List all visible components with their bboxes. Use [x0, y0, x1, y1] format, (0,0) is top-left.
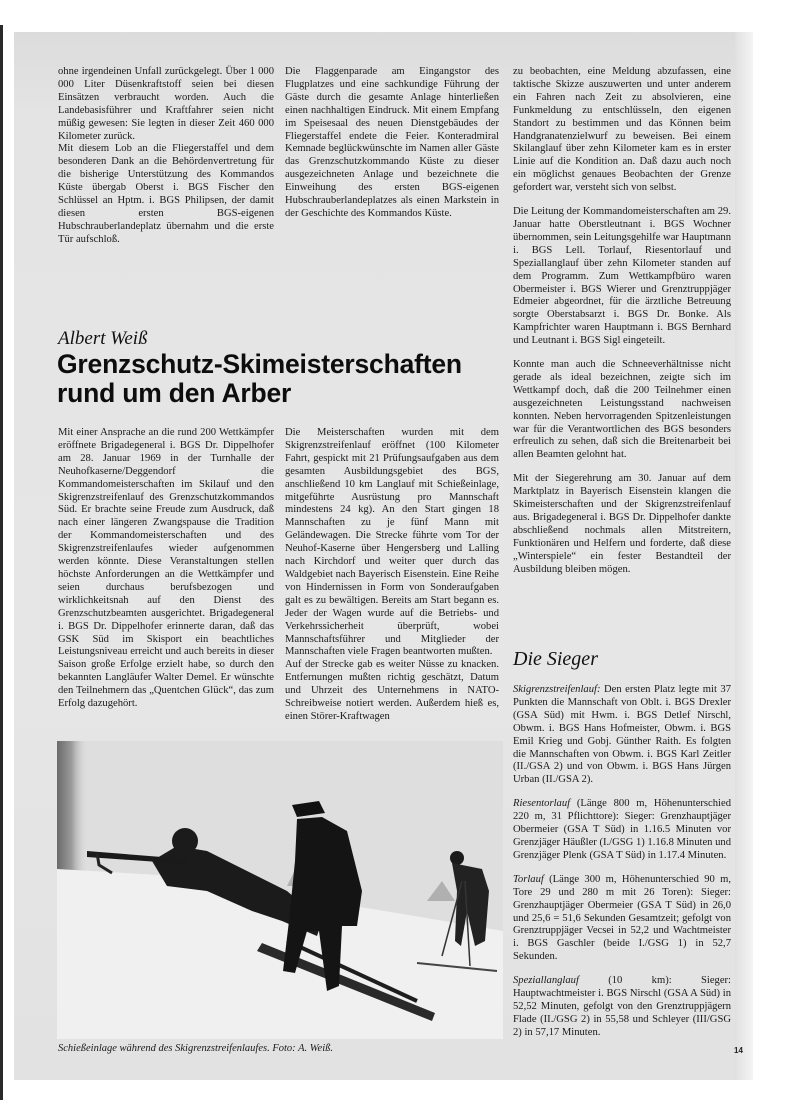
paragraph: zu beobachten, eine Meldung abzufassen, eine taktische Skizze auszuwerten und unter anderem ein Fahren nach Zeit zu absolvieren, eine Funkmeldung zu entschlüsseln, den eigenen Standort zu bestimmen und das Können beim Handgranatenzielwurf zu beweisen. Bei einem Skilanglauf über zehn Kilometer kam es in erster Linie auf die Kondition an. Daß dazu auch noch ein möglichst genaues Beobachten der Grenze gefordert war, versteht sich von selbst.: [513, 66, 731, 194]
paragraph: Mit der Siegerehrung am 30. Januar auf dem Marktplatz in Bayerisch Eisenstein klangen die Skimeisterschaften und der Skigrenzstreifenlauf aus. Brigadegeneral i. BGS Dr. Dippelhofer dankte abschließend nochmals allen Mitstreitern, Funktionären und Helfern und forderte, daß diese „Winterspiele“ ein fester Bestandteil der Ausbildung bleiben mögen.: [513, 473, 731, 575]
paragraph: Auf der Strecke gab es weiter Nüsse zu knacken. Entfernungen mußten richtig geschätzt, Datum und Uhrzeit des Unternehmens in NATO-Schreibweise notiert werden. Außerdem hieß es, einen Störer-Kraftwagen: [285, 659, 499, 722]
winner-entry: [513, 975, 731, 1040]
winner-entry: [513, 874, 731, 964]
winner-entry: [513, 798, 731, 863]
photo-caption: Schießeinlage während des Skigrenzstreifenlaufes. Foto: A. Weiß.: [58, 1043, 333, 1054]
article-column-2: [285, 427, 499, 724]
discipline-name: Torlauf: [513, 873, 544, 885]
headline-line-2: rund um den Arber: [57, 378, 292, 408]
page-number: 14: [734, 1046, 743, 1055]
discipline-name: Skigrenzstreifenlauf:: [513, 684, 601, 695]
article-photo: [57, 741, 503, 1039]
paragraph: Konnte man auch die Schneeverhältnisse nicht gerade als ideal bezeichnen, zeigte sich im Wettkampf doch, daß die 200 Teilnehmer einen ausgezeichneten Leistungsstand nachweisen konnten. Neben hervorragenden Spitzenleistungen war für die Verantwortlichen des BGS besonders erfreulich zu sehen, daß sich die Breitenarbeit bei allen Beamten gelohnt hat.: [513, 359, 731, 461]
discipline-name: Speziallanglauf: [513, 975, 579, 987]
article-column-1: [58, 427, 274, 711]
winners-title: Die Sieger: [513, 648, 598, 670]
paragraph: Mit diesem Lob an die Fliegerstaffel und dem besonderen Dank an die Behördenvertretung für die bisherige Unterstützung des Kommandos Küste übergab Oberst i. BGS Fischer den Schlüssel an Hptm. i. BGS Philipsen, der damit diesen ersten BGS-eigenen Hubschrauberlandeplatz übernahm und die erste Tür aufschloß.: [58, 143, 274, 245]
paragraph: Mit einer Ansprache an die rund 200 Wettkämpfer eröffnete Brigadegeneral i. BGS Dr. Dippelhofer am 28. Januar 1969 in der Turnhalle der Neuhofkaserne/Deggendorf die Kommandomeisterschaften im Skilauf und den Skigrenzstreifenlauf des Grenzschutzkommandos Süd. Er brachte seine Freude zum Ausdruck, daß nach einer längeren Zwangspause die Tradition der Kommandomeisterschaften und des Skigrenzstreifenlaufes wieder aufgenommen werden könnte. Diese Veranstaltungen stellen höchste Anforderungen an die Wettkämpfer und seien durchaus berufsbezogen und wirklichkeitsnah auf den Dienst des Grenzschutzbeamten ausgerichtet. Brigadegeneral i. BGS Dr. Dippelhofer erinnerte daran, daß das GSK Süd im Skisport ein beachtliches Leistungsniveau erreicht und auch bereits in dieser Saison große Erfolge erzielt habe, so durch den bekannten Langläufer Walter Demel. Er wünschte den Teilnehmern das „Quentchen Glück“, das zum Erfolg dazugehört.: [58, 427, 274, 710]
paragraph: Die Leitung der Kommandomeisterschaften am 29. Januar hatte Oberstleutnant i. BGS Wochner übernommen, sein Leitungsgehilfe war Hauptmann i. BGS Lell. Torlauf, Riesentorlauf und Speziallanglauf über zehn Kilometer standen auf dem Programm. Zum Wettkampfbüro waren Obermeister i. BGS Wierer und Grenztruppjäger Edmeier abgeordnet, für die ärztliche Betreuung sorgte Oberstabsarzt i. BGS Dr. Bonke. Als Kampfrichter waren Hauptmann i. BGS Bernhard und Leutnant i. BGS Sigl eingeteilt.: [513, 206, 731, 347]
winner-text: (Länge 300 m, Höhenunterschied 90 m, Tore 29 und 280 m mit 26 Toren): Sieger: Grenzhauptjäger Obermeier (GSA T Süd) in 26,0 und 25,6 = 51,6 Sekunden Gesamtzeit; gefolgt von Grenztruppjäger Vecsei in 52,2 und Wachtmeister i. BGS Gaschler (beide I./GSG 1) in 52,7 Sekunden.: [513, 873, 731, 963]
scan-binding-edge: [0, 25, 3, 1100]
prev-article-column-1: [58, 66, 274, 247]
discipline-name: Riesentorlauf: [513, 798, 571, 810]
headline-line-1: Grenzschutz-Skimeisterschaften: [57, 349, 462, 379]
paragraph: Die Flaggenparade am Eingangstor des Flugplatzes und eine sachkundige Führung der Gäste durch die gesamte Anlage hinterließen einen nachhaltigen Eindruck. Mit einem Empfang im Speisesaal des neuen Dienstgebäudes der Fliegerstaffel endete die Feier. Konteradmiral Kemnade beglückwünschte im Namen aller Gäste das Grenzschutzkommando Küste zu dieser ausgezeichneten Anlage und bezeichnete die Einweihung des ersten BGS-eigenen Hubschrauberlandeplatzes als einen Markstein in der Geschichte des Kommandos Küste.: [285, 66, 499, 219]
article-headline: [57, 350, 517, 408]
page-edge-shadow: [735, 32, 753, 1080]
winner-text: Den ersten Platz legte mit 37 Punkten die Mannschaft von Oblt. i. BGS Drexler (GSA Süd) mit Hwm. i. BGS Detlef Nirschl, Obwm. i. BGS Hans Hofmeister, Obwm. i. BGS Emil Krieg und Gobj. Günther Raith. Es folgten die Mannschaften von Obwm. i. BGS Karl Zeitler (II./GSA 2) und von Obwm. i. BGS Hans Jürgen Urban (II./GSA 2).: [513, 684, 731, 786]
article-author: Albert Weiß: [58, 328, 148, 349]
article-column-3: [513, 66, 731, 577]
paragraph: ohne irgendeinen Unfall zurückgelegt. Über 1 000 000 Liter Düsenkraftstoff seien bei diesen Einsätzen verbraucht worden. Auch die Landebasisführer und Kraftfahrer seien nicht müßig gewesen: Sie legten in dieser Zeit 460 000 Kilometer zurück.: [58, 66, 274, 142]
photo-illustration: [57, 741, 503, 1039]
winner-entry: [513, 684, 731, 787]
prev-article-column-2: [285, 66, 499, 221]
paragraph: Die Meisterschaften wurden mit dem Skigrenzstreifenlauf eröffnet (100 Kilometer Fahrt, gespickt mit 21 Prüfungsaufgaben aus dem gesamten Ausbildungsgebiet des BGS, anschließend 10 km Langlauf mit Schießeinlage, mitgeführte Ausrüstung pro Mannschaft mindestens 24 kg). An den Start gingen 18 Mannschaften zu je fünf Mann mit Geländewagen. Die Strecke führte vom Tor der Neuhof-Kaserne über Hengersberg und Lalling nach Kirchdorf und weiter quer durch das Waldgebiet nach Bayerisch Eisenstein. Eine Reihe von Hindernissen in Form von Sonderaufgaben galt es zu bewältigen. Bereits am Start begann es. Jeder der Wagen wurde auf die Betriebs- und Verkehrssicherheit überprüft, wobei Mannschaftsführer und Mitglieder der Mannschaften viele Fragen beantworten mußten.: [285, 427, 499, 658]
winners-list: [513, 684, 731, 1040]
winner-text: (Länge 800 m, Höhenunterschied 220 m, 31 Pflichttore): Sieger: Grenzhauptjäger Obermeier (GSA T Süd) in 1.16.5 Minuten vor Grenzjäger Häußler (I./GSG 1) 1.16.8 Minuten und Grenzjäger Plenk (GSA T Süd) in 1.17.4 Minuten.: [513, 798, 731, 861]
winner-text: (10 km): Sieger: Hauptwachtmeister i. BGS Nirschl (GSA A Süd) in 52,52 Minuten, gefolgt von den Grenztruppjägern Flade (II./GSG 2) in 55,58 und Schleyer (III/GSG 2) in 57,17 Minuten.: [513, 975, 731, 1038]
